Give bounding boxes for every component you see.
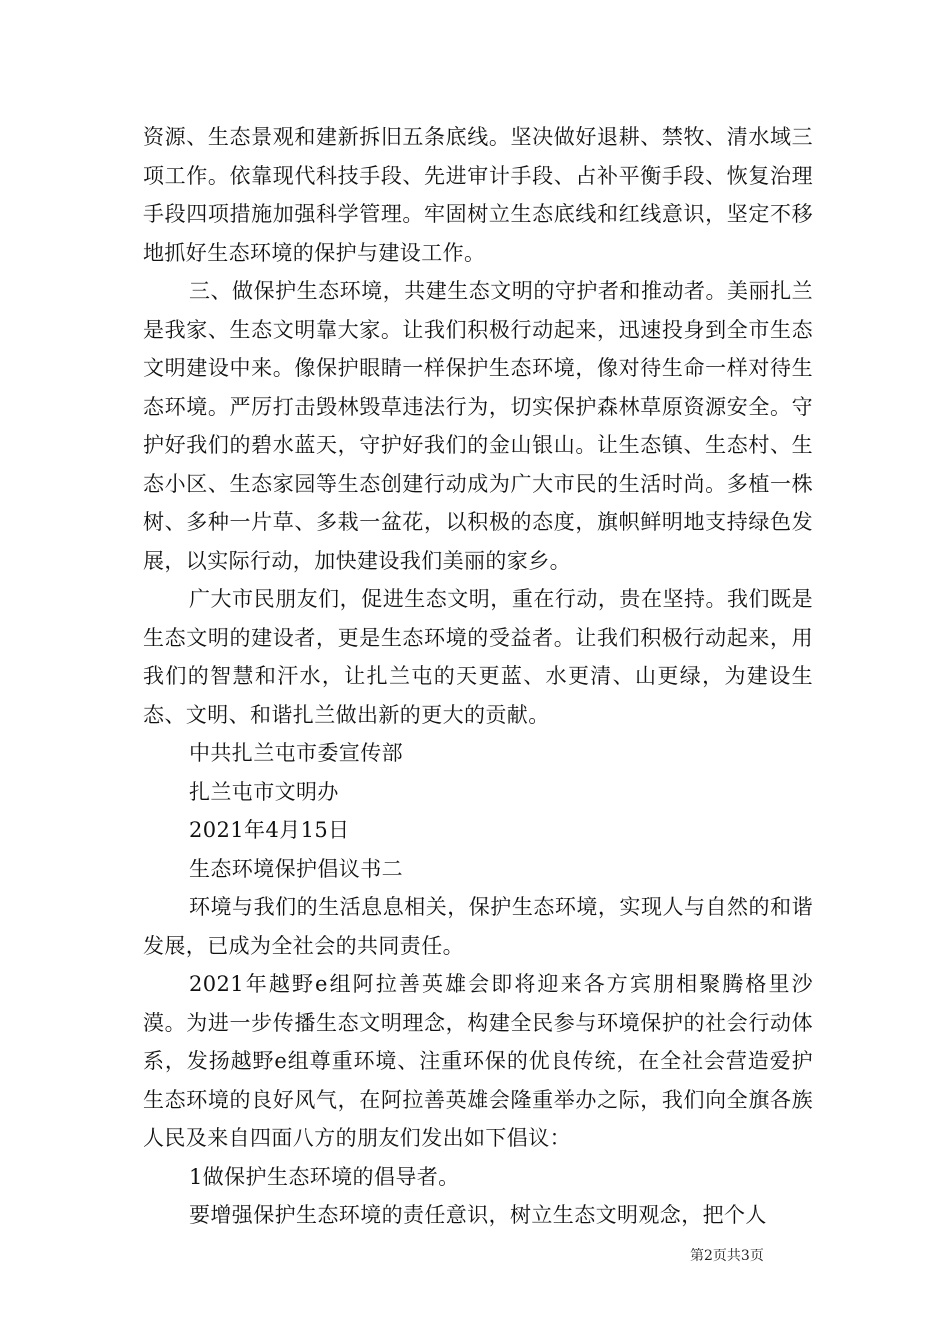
signature-office: 扎兰屯市文明办 <box>189 779 339 804</box>
paragraph-2: 三、做保护生态环境，共建生态文明的守护者和推动者。美丽扎兰是我家、生态文明靠大家。让我们积极行动起来，迅速投身到全市生态文明建设中来。像保护眼睛一样保护生态环境，像对待生命一样对待生态环境。严厉打击毁林毁草违法行为，切实保护森林草原资源安全。守护好我们的碧水蓝天，守护好我们的金山银山。让生态镇、生态村、生态小区、生态家园等生态创建行动成为广大市民的生活时尚。多植一株树、多种一片草、多栽一盆花，以积极的态度，旗帜鲜明地支持绿色发展，以实际行动，加快建设我们美丽的家乡。 <box>143 279 813 573</box>
paragraph-1: 资源、生态景观和建新拆旧五条底线。坚决做好退耕、禁牧、清水域三项工作。依靠现代科技手段、先进审计手段、占补平衡手段、恢复治理手段四项措施加强科学管理。牢固树立生态底线和红线意识，坚定不移地抓好生态环境的保护与建设工作。 <box>143 125 813 265</box>
paragraph-9: 2021年越野e组阿拉善英雄会即将迎来各方宾朋相聚腾格里沙漠。为进一步传播生态文明理念，构建全民参与环境保护的社会行动体系，发扬越野e组尊重环境、注重环保的优良传统，在全社会营造爱护生态环境的良好风气，在阿拉善英雄会隆重举办之际，我们向全旗各族人民及来自四面八方的朋友们发出如下倡议： <box>143 972 813 1150</box>
signature-department: 中共扎兰屯市委宣传部 <box>189 741 403 765</box>
document-body <box>143 118 813 1235</box>
paragraph-3: 广大市民朋友们，促进生态文明，重在行动，贵在坚持。我们既是生态文明的建设者，更是生态环境的受益者。让我们积极行动起来，用我们的智慧和汗水，让扎兰屯的天更蓝、水更清、山更绿，为建设生态、文明、和谐扎兰做出新的更大的贡献。 <box>143 587 813 727</box>
signature-date: 2021年4月15日 <box>189 818 350 842</box>
section-title: 生态环境保护倡议书二 <box>189 856 403 881</box>
paragraph-8: 环境与我们的生活息息相关，保护生态环境，实现人与自然的和谐发展，已成为全社会的共同责任。 <box>143 895 813 958</box>
page-number: 第2页共3页 <box>690 1248 764 1264</box>
list-item-1: 1做保护生态环境的倡导者。 <box>189 1164 460 1189</box>
paragraph-11: 要增强保护生态环境的责任意识，树立生态文明观念，把个人 <box>189 1203 767 1227</box>
